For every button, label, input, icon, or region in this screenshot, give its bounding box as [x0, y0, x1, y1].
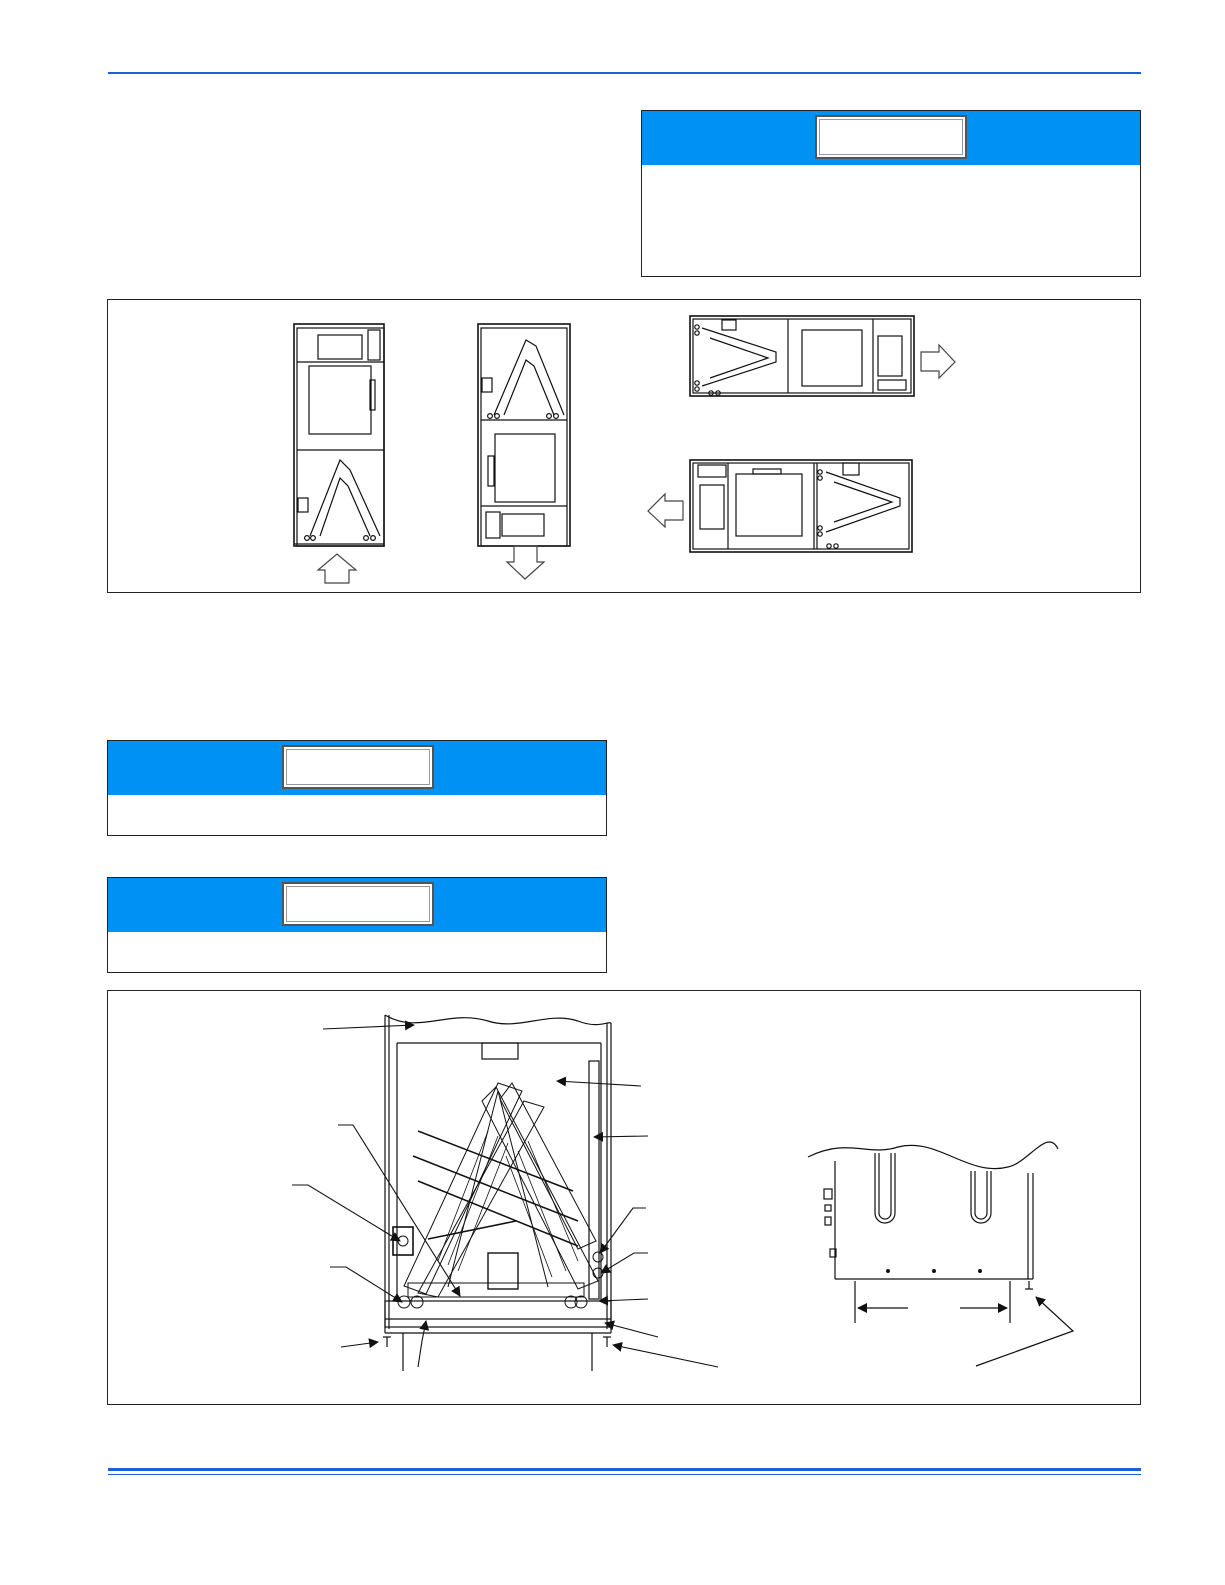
callout-arrow: [613, 1345, 718, 1367]
notice-header-bar: [108, 878, 606, 932]
up-arrow-icon: [318, 554, 356, 583]
notice-box-middle-2: [107, 877, 607, 973]
callout-arrow: [601, 1253, 648, 1273]
notice-header-bar: [642, 111, 1140, 165]
left-arrow-icon: [648, 494, 683, 527]
callout-arrow: [323, 1025, 414, 1029]
notice-body: [108, 932, 606, 972]
notice-label-plate: [815, 115, 967, 159]
notice-box-top: [641, 110, 1141, 277]
callout-arrow: [341, 1342, 378, 1347]
callout-arrow: [605, 1323, 658, 1337]
notice-box-middle-1: [107, 740, 607, 836]
down-arrow-icon: [507, 546, 544, 579]
coil-detail-diagram: [108, 991, 1140, 1404]
callout-arrow: [594, 1136, 648, 1137]
callout-arrow: [418, 1321, 426, 1367]
footer-rule: [108, 1468, 1141, 1471]
cabinet-outline: [385, 1015, 611, 1333]
orientation-figure: [107, 299, 1141, 593]
callout-arrow: [330, 1267, 402, 1302]
callout-arrow: [292, 1185, 400, 1241]
notice-header-bar: [108, 741, 606, 795]
horizontal-right-unit: [690, 316, 914, 396]
notice-label-plate: [282, 882, 434, 926]
orientation-diagram: [108, 300, 1140, 592]
callout-leaders: [292, 1025, 718, 1367]
coil-detail-figure: [107, 990, 1141, 1405]
side-detail: [808, 1142, 1073, 1404]
right-arrow-icon: [921, 345, 955, 378]
upflow-unit: [294, 324, 384, 546]
a-coil: [393, 1083, 603, 1308]
notice-body: [108, 795, 606, 835]
callout-arrow: [599, 1299, 648, 1301]
header-rule: [108, 72, 1141, 74]
callout-arrow: [338, 1125, 460, 1296]
horizontal-left-unit: [690, 460, 912, 552]
notice-body: [642, 165, 1140, 276]
downflow-unit: [478, 324, 570, 546]
footer-rule-thin: [108, 1474, 1141, 1475]
notice-label-plate: [282, 745, 434, 789]
